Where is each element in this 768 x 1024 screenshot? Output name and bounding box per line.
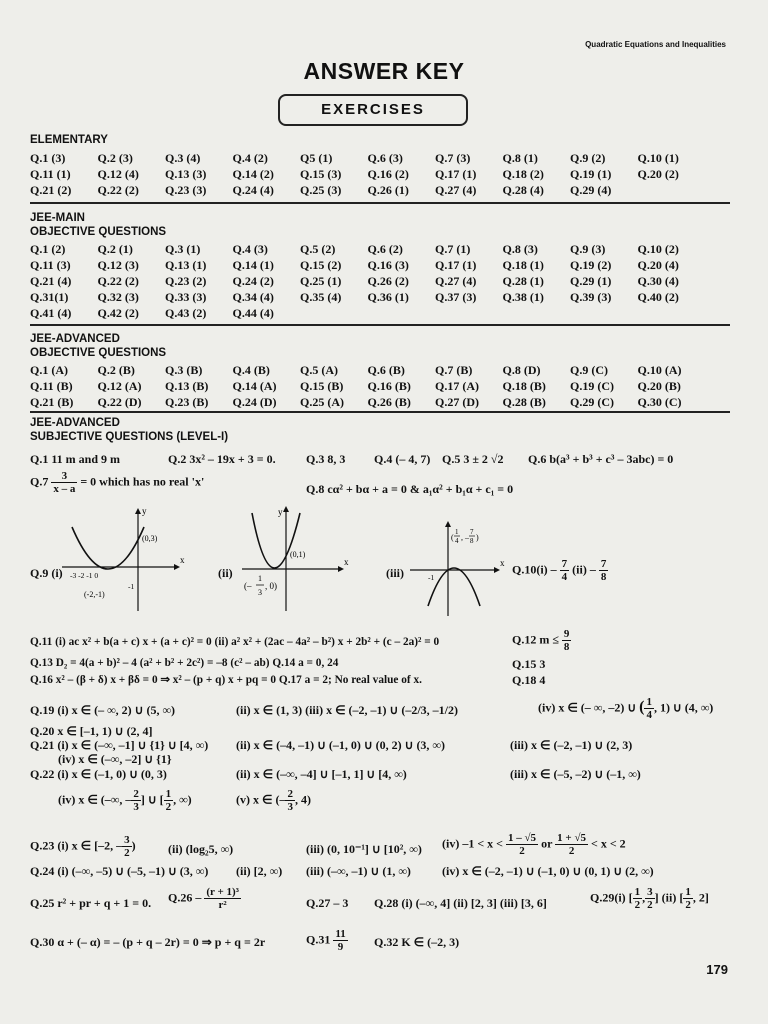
answer-cell: Q.30 (4) — [637, 273, 679, 288]
jee-main-grid — [30, 241, 710, 321]
vertex-label-den1: 4 — [455, 537, 459, 545]
answer-cell: Q.13 (1) — [165, 257, 207, 272]
answer-cell: Q.13 (3) — [165, 166, 207, 181]
answer-row — [30, 241, 710, 257]
answer-q19-ii-iii: (ii) x ∈ (1, 3) (iii) x ∈ (–2, –1) ∪ (–2/3, –1/2) — [236, 703, 458, 717]
answer-q12: Q.12 m ≤ $\frac{9}{8}$ — [512, 628, 570, 653]
answer-q28: Q.28 (i) (–∞, 4] (ii) [2, 3] (iii) [3, 6] — [374, 896, 547, 910]
jee-adv-obj-grid — [30, 362, 710, 410]
answer-cell: Q.5 (A) — [300, 362, 338, 377]
answer-cell: Q.22 (2) — [97, 182, 139, 197]
answer-q22-i: Q.22 (i) x ∈ (–1, 0) ∪ (0, 3) — [30, 767, 167, 781]
answer-q22-iii: (iii) x ∈ (–5, –2) ∪ (–1, ∞) — [510, 767, 641, 781]
answer-cell: Q.29 (4) — [570, 182, 612, 197]
answer-cell: Q.4 (B) — [232, 362, 270, 377]
axis-x-label: x — [344, 557, 349, 567]
answer-q9-iii: (iii) — [386, 566, 404, 580]
answer-cell: Q.19 (C) — [570, 378, 614, 393]
answer-cell: Q.31(1) — [30, 289, 69, 304]
exercises-banner: EXERCISES — [278, 94, 468, 126]
answer-cell: Q.11 (1) — [30, 166, 71, 181]
vertex-label-pre: (– — [244, 581, 252, 591]
answer-cell: Q.23 (B) — [165, 394, 209, 409]
answer-cell: Q.4 (2) — [232, 150, 268, 165]
answer-cell: Q.11 (B) — [30, 378, 73, 393]
answer-cell: Q.5 (2) — [300, 241, 336, 256]
graph-q9-ii — [236, 503, 356, 615]
answer-cell: Q.1 (3) — [30, 150, 66, 165]
answer-cell: Q.17 (1) — [435, 166, 477, 181]
answer-cell: Q.7 (B) — [435, 362, 473, 377]
answer-cell: Q.15 (2) — [300, 257, 342, 272]
answer-cell: Q.3 (1) — [165, 241, 201, 256]
answer-cell: Q.20 (4) — [637, 257, 679, 272]
answer-row — [30, 362, 710, 378]
running-header: Quadratic Equations and Inequalities — [585, 40, 726, 49]
answer-q26: Q.26 – $\frac{\text{(r + 1)³}}{\text{r²}}$ — [168, 886, 239, 911]
vertex-label: (-2,-1) — [84, 590, 105, 599]
answer-row — [30, 378, 710, 394]
section-heading: JEE-ADVANCED — [30, 417, 120, 429]
answer-q31: Q.31 $\frac{11}{9}$ — [306, 928, 346, 953]
answer-cell: Q.18 (B) — [502, 378, 546, 393]
answer-q11: Q.11 (i) ac x² + b(a + c) x + (a + c)² = 0 (ii) a² x² + (2ac – 4a² – b²) x + 2b² + (c – 2a)² = 0 — [30, 636, 440, 648]
answer-q6: Q.6 b(a³ + b³ + c³ – 3abc) = 0 — [528, 452, 674, 466]
answer-cell: Q.15 (3) — [300, 166, 342, 181]
answer-q23-i: Q.23 (i) x ∈ [–2, – $\frac{3}{2}$ ) — [30, 834, 136, 859]
vertex-label-den2: 8 — [470, 537, 474, 545]
answer-q22-v: (v) x ∈ (– $\frac{2}{3}$ , 4) — [236, 788, 311, 813]
answer-cell: Q.24 (D) — [232, 394, 277, 409]
answer-q9-label: Q.9 (i) — [30, 566, 63, 580]
answer-q30: Q.30 α + (– α) = – (p + q – 2r) = 0 ⇒ p + q = 2r — [30, 935, 266, 949]
tick-label: -1 — [428, 573, 435, 582]
answer-cell: Q.12 (A) — [97, 378, 142, 393]
answer-cell: Q.2 (1) — [97, 241, 133, 256]
answer-cell: Q.34 (4) — [232, 289, 274, 304]
answer-q19-i: Q.19 (i) x ∈ (– ∞, 2) ∪ (5, ∞) — [30, 703, 175, 717]
answer-cell: Q.18 (2) — [502, 166, 544, 181]
answer-cell: Q.13 (B) — [165, 378, 209, 393]
answer-cell: Q5 (1) — [300, 150, 333, 165]
answer-cell: Q.15 (B) — [300, 378, 344, 393]
answer-row — [30, 182, 710, 198]
answer-cell: Q.24 (4) — [232, 182, 274, 197]
point-label: (0,1) — [290, 550, 306, 559]
answer-cell: Q.18 (1) — [502, 257, 544, 272]
page-number: 179 — [706, 962, 728, 977]
vertex-label-post: , 0) — [265, 581, 277, 591]
answer-cell: Q.25 (1) — [300, 273, 342, 288]
answer-cell: Q.2 (3) — [97, 150, 133, 165]
answer-q24-iv: (iv) x ∈ (–2, –1) ∪ (–1, 0) ∪ (0, 1) ∪ (2, ∞) — [442, 864, 654, 878]
answer-cell: Q.21 (B) — [30, 394, 74, 409]
answer-q21-ii: (ii) x ∈ (–4, –1) ∪ (–1, 0) ∪ (0, 2) ∪ (3, ∞) — [236, 738, 445, 752]
answer-cell: Q.20 (2) — [637, 166, 679, 181]
answer-cell: Q.6 (2) — [367, 241, 403, 256]
answer-row — [30, 289, 710, 305]
point-label: (0,3) — [142, 534, 158, 543]
answer-cell: Q.2 (B) — [97, 362, 135, 377]
graph-q9-iii — [408, 520, 508, 620]
section-heading: JEE-MAIN — [30, 212, 85, 224]
answer-cell: Q.33 (3) — [165, 289, 207, 304]
answer-cell: Q.11 (3) — [30, 257, 71, 272]
answer-cell: Q.1 (A) — [30, 362, 68, 377]
answer-cell: Q.29 (1) — [570, 273, 612, 288]
answer-q1: Q.1 11 m and 9 m — [30, 452, 121, 466]
answer-cell: Q.32 (3) — [97, 289, 139, 304]
section-heading: ELEMENTARY — [30, 134, 108, 146]
answer-cell: Q.26 (1) — [367, 182, 409, 197]
answer-cell: Q.42 (2) — [97, 305, 139, 320]
answer-q18: Q.18 4 — [512, 673, 546, 687]
answer-q29: Q.29(i) [ $\frac{1}{2}$ , $\frac{3}{2}$ ] (ii) [ $\frac{1}{2}$ , 2] — [590, 886, 709, 911]
answer-cell: Q.26 (2) — [367, 273, 409, 288]
answer-cell: Q.7 (3) — [435, 150, 471, 165]
answer-cell: Q.24 (2) — [232, 273, 274, 288]
answer-cell: Q.44 (4) — [232, 305, 274, 320]
section-heading: JEE-ADVANCED — [30, 333, 120, 345]
answer-cell: Q.19 (1) — [570, 166, 612, 181]
answer-q4: Q.4 (– 4, 7) — [374, 452, 431, 466]
answer-q2: Q.2 3x² – 19x + 3 = 0. — [168, 452, 276, 466]
answer-cell: Q.29 (C) — [570, 394, 614, 409]
vertex-label-den: 3 — [258, 588, 262, 597]
vertex-label-mid: , – — [461, 533, 469, 542]
answer-cell: Q.14 (A) — [232, 378, 277, 393]
answer-cell: Q.28 (4) — [502, 182, 544, 197]
answer-q24-ii: (ii) [2, ∞) — [236, 864, 283, 878]
answer-q19-iv: (iv) x ∈ (– ∞, –2) ∪ ( $\frac{1}{4}$ , 1) ∪ (4, ∞) — [538, 696, 714, 721]
answer-cell: Q.19 (2) — [570, 257, 612, 272]
answer-q3: Q.3 8, 3 — [306, 452, 346, 466]
answer-cell: Q.26 (B) — [367, 394, 411, 409]
answer-cell: Q.17 (A) — [435, 378, 479, 393]
answer-cell: Q.3 (B) — [165, 362, 203, 377]
tick-label: -1 — [128, 582, 135, 591]
answer-cell: Q.39 (3) — [570, 289, 612, 304]
answer-q21-iv: (iv) x ∈ (–∞, –2] ∪ {1} — [58, 752, 172, 766]
axis-x-label: x — [180, 555, 185, 565]
tick-labels: -3 -2 -1 0 — [70, 571, 99, 580]
answer-cell: Q.23 (3) — [165, 182, 207, 197]
answer-cell: Q.23 (2) — [165, 273, 207, 288]
answer-cell: Q.3 (4) — [165, 150, 201, 165]
answer-cell: Q.10 (2) — [637, 241, 679, 256]
answer-cell: Q.16 (B) — [367, 378, 411, 393]
answer-cell: Q.8 (D) — [502, 362, 541, 377]
answer-q25: Q.25 r² + pr + q + 1 = 0. — [30, 896, 152, 910]
vertex-label-num2: 7 — [470, 528, 474, 536]
section-subheading: OBJECTIVE QUESTIONS — [30, 347, 167, 359]
answer-row — [30, 257, 710, 273]
answer-q8: Q.8 cα² + bα + a = 0 & a₁α² + b₁α + c₁ = 0 — [306, 482, 514, 496]
answer-q23-iv: (iv) –1 < x < $\frac{1 - √5}{2}$ or $\frac{1 + √5}{2}$ < x < 2 — [442, 832, 626, 857]
answer-cell: Q.6 (B) — [367, 362, 405, 377]
answer-cell: Q.38 (1) — [502, 289, 544, 304]
answer-cell: Q.10 (A) — [637, 362, 682, 377]
answer-cell: Q.22 (D) — [97, 394, 142, 409]
answer-q10: Q.10(i) – $\frac{7}{4}$ (ii) – $\frac{7}{8}$ — [512, 558, 607, 583]
answer-q7: Q.7 $\frac{3}{x - a}$ = 0 which has no real 'x' — [30, 470, 205, 495]
answer-cell: Q.25 (A) — [300, 394, 344, 409]
answer-cell: Q.8 (1) — [502, 150, 538, 165]
answer-row — [30, 150, 710, 166]
answer-cell: Q.9 (3) — [570, 241, 606, 256]
answer-q20: Q.20 x ∈ [–1, 1) ∪ (2, 4] — [30, 724, 153, 738]
vertex-label-post: ) — [476, 533, 479, 542]
answer-cell: Q.20 (B) — [637, 378, 681, 393]
answer-q23-iii: (iii) (0, 10⁻¹] ∪ [10², ∞) — [306, 842, 422, 856]
answer-cell: Q.14 (2) — [232, 166, 274, 181]
answer-cell: Q.35 (4) — [300, 289, 342, 304]
answer-q5: Q.5 3 ± 2 √2 — [442, 452, 504, 466]
answer-cell: Q.28 (B) — [502, 394, 546, 409]
answer-q22-iv: (iv) x ∈ (–∞, – $\frac{2}{3}$ ] ∪ [ $\frac{1}{2}$ , ∞) — [58, 788, 192, 813]
answer-cell: Q.30 (C) — [637, 394, 682, 409]
answer-q22-ii: (ii) x ∈ (–∞, –4] ∪ [–1, 1] ∪ [4, ∞) — [236, 767, 407, 781]
answer-cell: Q.16 (3) — [367, 257, 409, 272]
answer-cell: Q.41 (4) — [30, 305, 72, 320]
divider — [30, 202, 730, 204]
answer-cell: Q.17 (1) — [435, 257, 477, 272]
answer-cell: Q.27 (4) — [435, 273, 477, 288]
answer-q15: Q.15 3 — [512, 657, 546, 671]
answer-cell: Q.1 (2) — [30, 241, 66, 256]
answer-cell: Q.21 (2) — [30, 182, 72, 197]
answer-cell: Q.14 (1) — [232, 257, 274, 272]
answer-q23-ii: (ii) (log₂5, ∞) — [168, 842, 234, 856]
answer-row — [30, 166, 710, 182]
vertex-label-pre: ( — [451, 533, 454, 542]
answer-cell: Q.25 (3) — [300, 182, 342, 197]
answer-q16-q17: Q.16 x² – (β + δ) x + βδ = 0 ⇒ x² – (p + q) x + pq = 0 Q.17 a = 2; No real value of x. — [30, 674, 422, 686]
answer-cell: Q.9 (C) — [570, 362, 608, 377]
answer-cell: Q.6 (3) — [367, 150, 403, 165]
answer-cell: Q.7 (1) — [435, 241, 471, 256]
divider — [30, 324, 730, 326]
answer-row — [30, 273, 710, 289]
divider — [30, 411, 730, 413]
answer-q21-i: Q.21 (i) x ∈ (–∞, –1] ∪ {1} ∪ [4, ∞) — [30, 738, 209, 752]
answer-cell: Q.27 (D) — [435, 394, 479, 409]
page-title: ANSWER KEY — [303, 58, 465, 84]
section-subheading: SUBJECTIVE QUESTIONS (LEVEL-I) — [30, 431, 229, 443]
answer-q9-ii: (ii) — [218, 566, 233, 580]
section-subheading: OBJECTIVE QUESTIONS — [30, 226, 167, 238]
answer-cell: Q.21 (4) — [30, 273, 72, 288]
answer-cell: Q.12 (3) — [97, 257, 139, 272]
answer-cell: Q.12 (4) — [97, 166, 139, 181]
answer-q13-q14: Q.13 D₂ = 4(a + b)² – 4 (a² + b² + 2c²) = –8 (c² – ab) Q.14 a = 0, 24 — [30, 657, 339, 669]
answer-row — [30, 305, 710, 321]
elementary-grid — [30, 150, 710, 198]
graph-q9-i — [60, 505, 185, 615]
answer-cell: Q.16 (2) — [367, 166, 409, 181]
answer-q32: Q.32 K ∈ (–2, 3) — [374, 935, 460, 949]
answer-cell: Q.28 (1) — [502, 273, 544, 288]
vertex-label-num1: 1 — [455, 528, 459, 536]
answer-cell: Q.8 (3) — [502, 241, 538, 256]
axis-y-label: y — [142, 506, 147, 516]
answer-cell: Q.4 (3) — [232, 241, 268, 256]
axis-y-label: y — [278, 507, 283, 517]
answer-cell: Q.36 (1) — [367, 289, 409, 304]
answer-cell: Q.9 (2) — [570, 150, 606, 165]
answer-row — [30, 394, 710, 410]
axis-x-label: x — [500, 558, 505, 568]
answer-q24-iii: (iii) (–∞, –1) ∪ (1, ∞) — [306, 864, 411, 878]
answer-q21-iii: (iii) x ∈ (–2, –1) ∪ (2, 3) — [510, 738, 633, 752]
answer-cell: Q.37 (3) — [435, 289, 477, 304]
answer-cell: Q.10 (1) — [637, 150, 679, 165]
answer-cell: Q.22 (2) — [97, 273, 139, 288]
answer-q24-i: Q.24 (i) (–∞, –5) ∪ (–5, –1) ∪ (3, ∞) — [30, 864, 209, 878]
answer-cell: Q.27 (4) — [435, 182, 477, 197]
answer-cell: Q.40 (2) — [637, 289, 679, 304]
vertex-label-num: 1 — [258, 574, 262, 583]
answer-q27: Q.27 – 3 — [306, 896, 349, 910]
answer-cell: Q.43 (2) — [165, 305, 207, 320]
